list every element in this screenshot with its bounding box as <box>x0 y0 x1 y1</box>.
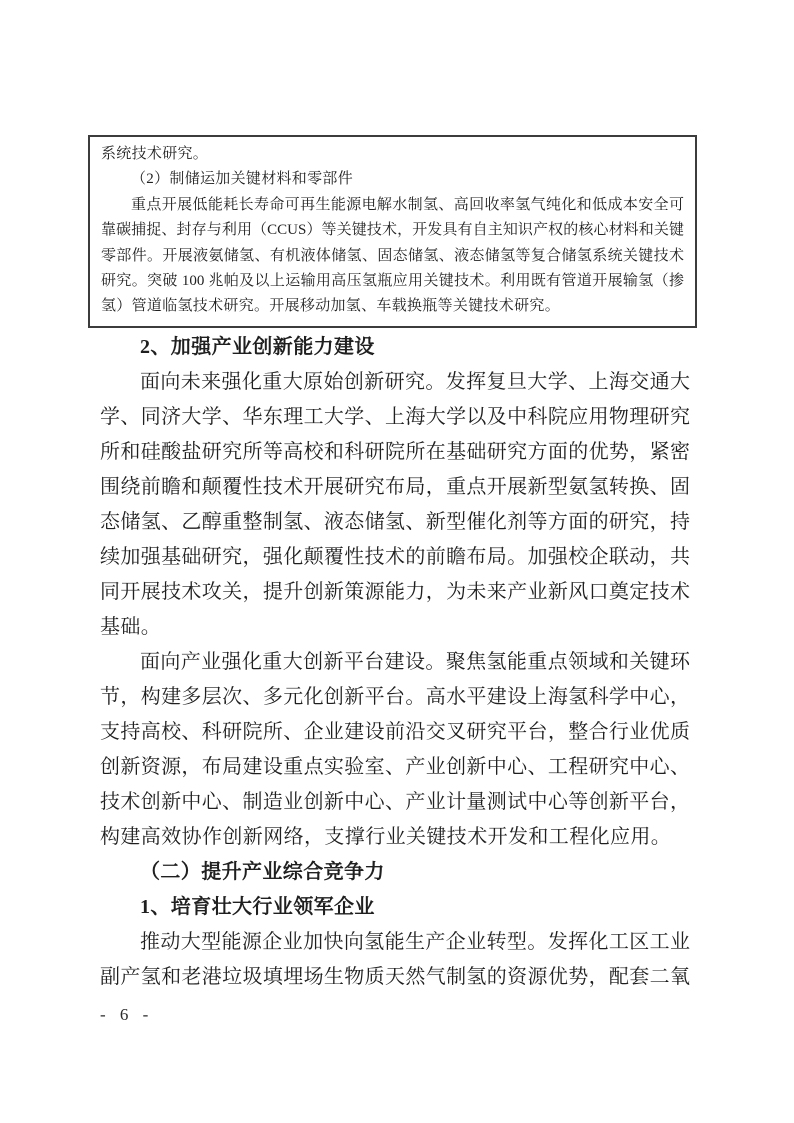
box-text-line: 重点开展低能耗长寿命可再生能源电解水制氢、高回收率氢气纯化和低成本安全可 <box>131 196 684 213</box>
boxed-technical-note <box>88 135 697 328</box>
box-text-line: 研究。突破 100 兆帕及以上运输用高压氢瓶应用关键技术。利用既有管道开展输氢（掺 <box>101 273 684 290</box>
paragraph-line: 基础。 <box>100 616 162 638</box>
paragraph-line: 构建高效协作创新网络，支撑行业关键技术开发和工程化应用。 <box>100 826 672 848</box>
item-heading-leading-enterprises: 1、培育壮大行业领军企业 <box>140 896 375 918</box>
paragraph-line: 支持高校、科研院所、企业建设前沿交叉研究平台，整合行业优质 <box>100 721 690 743</box>
paragraph-line: 推动大型能源企业加快向氢能生产企业转型。发挥化工区工业 <box>140 931 690 953</box>
paragraph-line: 围绕前瞻和颠覆性技术开展研究布局，重点开展新型氨氢转换、固 <box>100 476 690 498</box>
paragraph-line: 副产氢和老港垃圾填埋场生物质天然气制氢的资源优势，配套二氧 <box>100 966 690 988</box>
paragraph-line: 续加强基础研究，强化颠覆性技术的前瞻布局。加强校企联动，共 <box>100 546 690 568</box>
box-text-line: 氢）管道临氢技术研究。开展移动加氢、车载换瓶等关键技术研究。 <box>101 298 561 315</box>
page-number: - 6 - <box>100 1005 154 1024</box>
paragraph-line: 创新资源，布局建设重点实验室、产业创新中心、工程研究中心、 <box>100 756 690 778</box>
paragraph-line: 技术创新中心、制造业创新中心、产业计量测试中心等创新平台， <box>100 791 690 813</box>
paragraph-line: 节，构建多层次、多元化创新平台。高水平建设上海氢科学中心， <box>100 686 690 708</box>
box-text-line: （2）制储运加关键材料和零部件 <box>131 171 354 188</box>
main-text-column <box>100 330 690 995</box>
box-text-line: 靠碳捕捉、封存与利用（CCUS）等关键技术，开发具有自主知识产权的核心材料和关键 <box>101 222 684 239</box>
paragraph-line: 面向未来强化重大原始创新研究。发挥复旦大学、上海交通大 <box>140 371 690 393</box>
paragraph-line: 同开展技术攻关，提升创新策源能力，为未来产业新风口奠定技术 <box>100 581 690 603</box>
paragraph-line: 所和硅酸盐研究所等高校和科研院所在基础研究方面的优势，紧密 <box>100 441 690 463</box>
paragraph-line: 学、同济大学、华东理工大学、上海大学以及中科院应用物理研究 <box>100 406 690 428</box>
paragraph-line: 面向产业强化重大创新平台建设。聚焦氢能重点领域和关键环 <box>140 651 690 673</box>
subsection-heading-competitiveness: （二）提升产业综合竞争力 <box>140 861 385 883</box>
paragraph-line: 态储氢、乙醇重整制氢、液态储氢、新型催化剂等方面的研究，持 <box>100 511 690 533</box>
section-heading-innovation: 2、加强产业创新能力建设 <box>140 336 375 358</box>
box-text-line: 零部件。开展液氨储氢、有机液体储氢、固态储氢、液态储氢等复合储氢系统关键技术 <box>101 247 684 264</box>
box-text-line: 系统技术研究。 <box>101 146 209 162</box>
